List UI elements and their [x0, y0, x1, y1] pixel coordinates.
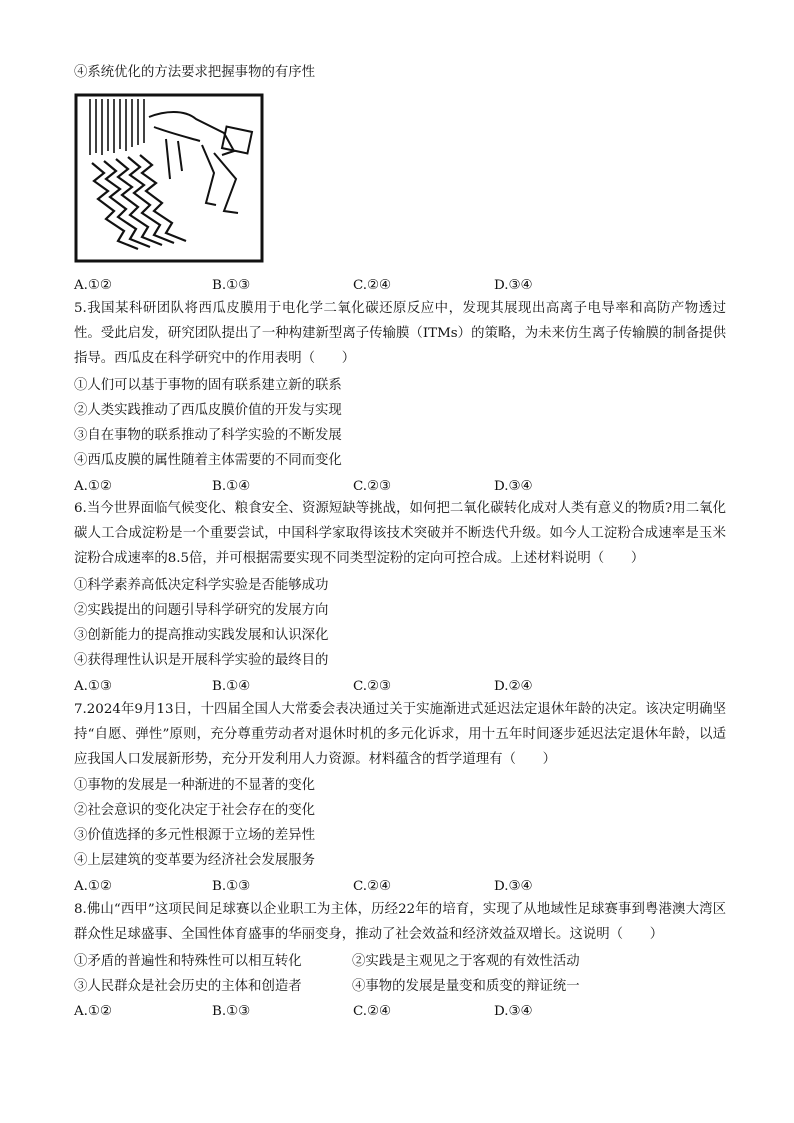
- q8-option-d[interactable]: D.③④: [494, 1004, 533, 1019]
- q6-option-a[interactable]: A.①③: [74, 679, 112, 694]
- q5-option-d[interactable]: D.③④: [494, 479, 533, 494]
- q5-option-a[interactable]: A.①②: [74, 479, 112, 494]
- q8-item-1: ①矛盾的普遍性和特殊性可以相互转化: [74, 954, 302, 969]
- q7-item-2: ②社会意识的变化决定于社会存在的变化: [74, 803, 316, 818]
- q6-item-2: ②实践提出的问题引导科学研究的发展方向: [74, 603, 329, 618]
- q5-item-1: ①人们可以基于事物的固有联系建立新的联系: [74, 378, 342, 393]
- q6-option-b[interactable]: B.①④: [212, 679, 251, 694]
- q4-item-4: ④系统优化的方法要求把握事物的有序性: [74, 65, 316, 80]
- cartoon-illustration: [74, 93, 264, 263]
- q7-option-d[interactable]: D.③④: [494, 879, 533, 894]
- q7-item-4: ④上层建筑的变革要为经济社会发展服务: [74, 853, 316, 868]
- q6-item-4: ④获得理性认识是开展科学实验的最终目的: [74, 653, 329, 668]
- q6-stem: 6.当今世界面临气候变化、粮食安全、资源短缺等挑战，如何把二氧化碳转化成对人类有意义的物质?用二氧化碳人工合成淀粉是一个重要尝试，中国科学家取得该技术突破并不断迭代升级。如今人工淀粉合成速率是玉米淀粉合成速率的8.5倍，并可根据需要实现不同类型淀粉的定向可控合成。上述材料说明（ ）: [74, 501, 726, 566]
- q8-option-a[interactable]: A.①②: [74, 1004, 112, 1019]
- q5-option-c[interactable]: C.②③: [353, 479, 392, 494]
- q4-option-d[interactable]: D.③④: [494, 278, 533, 293]
- q5-item-3: ③自在事物的联系推动了科学实验的不断发展: [74, 428, 342, 443]
- q7-item-1: ①事物的发展是一种渐进的不显著的变化: [74, 778, 316, 793]
- q8-item-4: ④事物的发展是量变和质变的辩证统一: [352, 979, 580, 994]
- q6-option-d[interactable]: D.②④: [494, 679, 533, 694]
- q4-option-c[interactable]: C.②④: [353, 278, 392, 293]
- q7-option-b[interactable]: B.①③: [212, 879, 251, 894]
- q7-option-a[interactable]: A.①②: [74, 879, 112, 894]
- q7-option-c[interactable]: C.②④: [353, 879, 392, 894]
- q8-option-c[interactable]: C.②④: [353, 1004, 392, 1019]
- q4-option-b[interactable]: B.①③: [212, 278, 251, 293]
- q7-stem: 7.2024年9月13日，十四届全国人大常委会表决通过关于实施渐进式延迟法定退休年龄的决定。该决定明确坚持“自愿、弹性”原则，充分尊重劳动者对退休时机的多元化诉求，用十五年时间逐步延迟法定退休年龄，以适应我国人口发展新形势，充分开发利用人力资源。材料蕴含的哲学道理有（ ）: [74, 702, 726, 767]
- q8-stem: 8.佛山“西甲”这项民间足球赛以企业职工为主体，历经22年的培育，实现了从地域性足球赛事到粤港澳大湾区群众性足球盛事、全国性体育盛事的华丽变身，推动了社会效益和经济效益双增长。这说明（ ）: [74, 902, 726, 942]
- q8-item-3: ③人民群众是社会历史的主体和创造者: [74, 979, 302, 994]
- q5-option-b[interactable]: B.①④: [212, 479, 251, 494]
- q5-stem: 5.我国某科研团队将西瓜皮膜用于电化学二氧化碳还原反应中，发现其展现出高离子电导率和高防产物透过性。受此启发，研究团队提出了一种构建新型离子传输膜（ITMs）的策略，为未来仿生离子传输膜的制备提供指导。西瓜皮在科学研究中的作用表明（ ）: [74, 301, 726, 366]
- q4-option-a[interactable]: A.①②: [74, 278, 112, 293]
- q6-item-3: ③创新能力的提高推动实践发展和认识深化: [74, 628, 329, 643]
- q5-item-2: ②人类实践推动了西瓜皮膜价值的开发与实现: [74, 403, 342, 418]
- q5-item-4: ④西瓜皮膜的属性随着主体需要的不同而变化: [74, 453, 342, 468]
- q6-item-1: ①科学素养高低决定科学实验是否能够成功: [74, 578, 329, 593]
- q8-option-b[interactable]: B.①③: [212, 1004, 251, 1019]
- q6-option-c[interactable]: C.②③: [353, 679, 392, 694]
- q7-item-3: ③价值选择的多元性根源于立场的差异性: [74, 828, 316, 843]
- q8-item-2: ②实践是主观见之于客观的有效性活动: [352, 954, 580, 969]
